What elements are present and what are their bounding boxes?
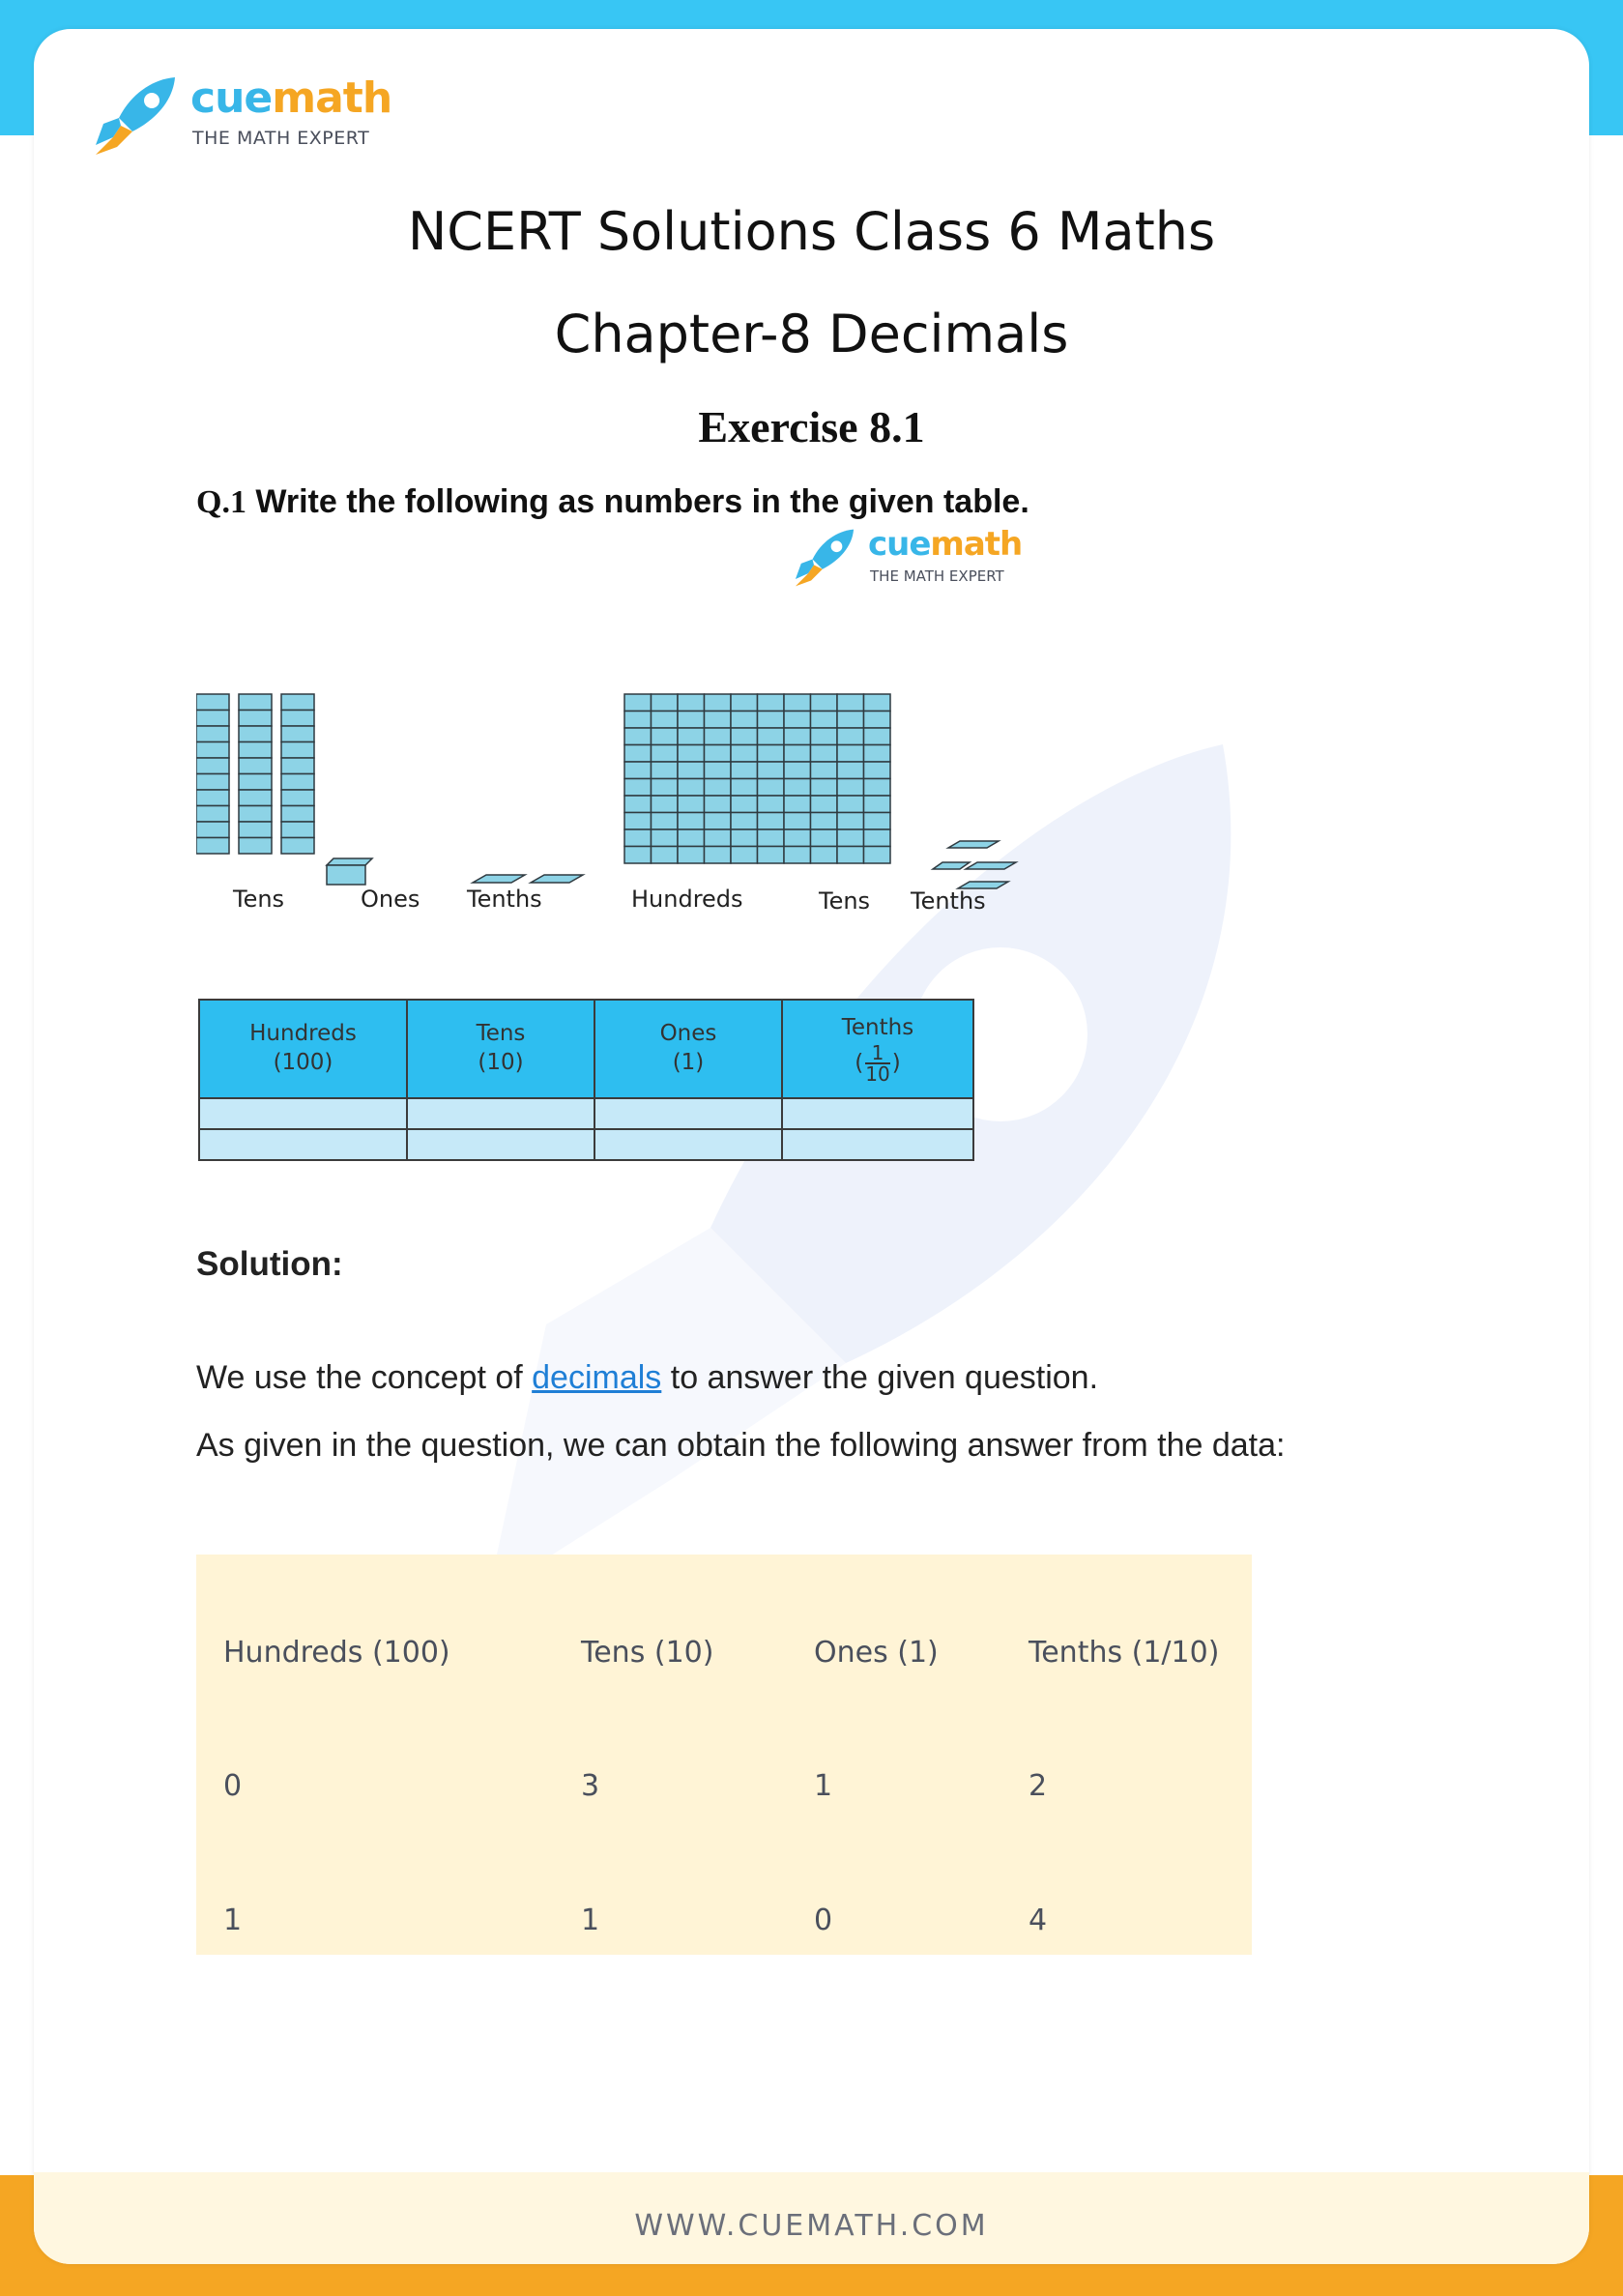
hundreds-flat-cell bbox=[864, 694, 891, 712]
empty-row-2 bbox=[199, 1129, 973, 1160]
hundreds-flat-cell bbox=[705, 694, 732, 712]
hundreds-flat-cell bbox=[864, 712, 891, 729]
hundreds-flat-cell bbox=[705, 712, 732, 729]
hundreds-flat-cell bbox=[837, 829, 864, 847]
tens-rod-cube bbox=[281, 694, 314, 711]
tenths-fraction-num: 1 bbox=[865, 1043, 889, 1064]
hundreds-flat-cell bbox=[705, 728, 732, 745]
tens-rod-cube bbox=[196, 790, 229, 806]
answer-cell: 1 bbox=[223, 1904, 243, 1937]
hundreds-flat-cell bbox=[784, 712, 811, 729]
tens-rod-cube bbox=[239, 694, 272, 711]
answer-cell: 1 bbox=[581, 1904, 600, 1937]
tens-rod-cube bbox=[239, 838, 272, 855]
empty-cell[interactable] bbox=[199, 1098, 407, 1129]
hundreds-flat-cell bbox=[784, 829, 811, 847]
header-ones-name: Ones bbox=[659, 1021, 717, 1047]
tens-rod-cube bbox=[239, 711, 272, 727]
page-title-line2: Chapter-8 Decimals bbox=[554, 304, 1069, 364]
answer-table bbox=[196, 1555, 1252, 1955]
tens-rod-cube bbox=[239, 790, 272, 806]
hundreds-flat-cell bbox=[864, 779, 891, 797]
logo-tagline: THE MATH EXPERT bbox=[192, 128, 370, 149]
answer-header-ones: Ones (1) bbox=[814, 1636, 939, 1670]
hundreds-flat-cell bbox=[837, 694, 864, 712]
hundreds-flat-cell bbox=[811, 728, 838, 745]
empty-cell[interactable] bbox=[407, 1098, 594, 1129]
answer-cell: 1 bbox=[814, 1769, 833, 1803]
header-tenths-close: ) bbox=[891, 1050, 901, 1076]
empty-row-1 bbox=[199, 1098, 973, 1129]
answer-cell: 0 bbox=[814, 1904, 833, 1937]
tens-rod-cube bbox=[239, 742, 272, 759]
tens-rod-cube bbox=[281, 758, 314, 774]
hundreds-flat-cell bbox=[864, 728, 891, 745]
hundreds-flat-cell bbox=[837, 745, 864, 763]
hundreds-flat-cell bbox=[784, 779, 811, 797]
hundreds-flat-cell bbox=[678, 728, 705, 745]
hundreds-flat-cell bbox=[731, 745, 758, 763]
hundreds-flat-cell bbox=[784, 847, 811, 864]
hundreds-flat-cell bbox=[731, 712, 758, 729]
tens-rod-cube bbox=[196, 758, 229, 774]
tens-rod-cube bbox=[281, 790, 314, 806]
empty-cell[interactable] bbox=[782, 1098, 973, 1129]
tens-rod-cube bbox=[281, 838, 314, 855]
hundreds-flat-cell bbox=[837, 847, 864, 864]
hundreds-flat-cell bbox=[758, 847, 785, 864]
hundreds-flat-cell bbox=[624, 694, 652, 712]
decimals-link[interactable]: decimals bbox=[532, 1359, 662, 1396]
hundreds-flat-cell bbox=[652, 779, 679, 797]
hundreds-flat-cell bbox=[758, 728, 785, 745]
hundreds-flat-cell bbox=[784, 796, 811, 813]
tens-rod-cube bbox=[281, 822, 314, 838]
ones-cube bbox=[327, 865, 365, 885]
hundreds-flat-cell bbox=[678, 796, 705, 813]
tens-rod-cube bbox=[196, 838, 229, 855]
hundreds-flat-cell bbox=[758, 712, 785, 729]
place-value-table bbox=[198, 999, 974, 1161]
block-label-hundreds: Hundreds bbox=[631, 886, 743, 913]
header-ones bbox=[594, 1000, 782, 1098]
hundreds-flat-cell bbox=[652, 712, 679, 729]
logo-wordmark-part1: cue bbox=[190, 73, 273, 123]
answer-header-tens: Tens (10) bbox=[581, 1636, 714, 1670]
hundreds-flat-cell bbox=[864, 829, 891, 847]
hundreds-flat-cell bbox=[624, 847, 652, 864]
cuemath-logo[interactable] bbox=[92, 75, 391, 153]
hundreds-flat-cell bbox=[731, 847, 758, 864]
figure-cuemath-logo bbox=[793, 527, 1034, 595]
hundreds-flat-cell bbox=[652, 745, 679, 763]
answer-cell: 4 bbox=[1029, 1904, 1048, 1937]
hundreds-flat-cell bbox=[837, 796, 864, 813]
solution-line-1-after: to answer the given question. bbox=[661, 1359, 1099, 1396]
hundreds-flat-cell bbox=[678, 762, 705, 779]
hundreds-flat-cell bbox=[784, 728, 811, 745]
hundreds-flat-cell bbox=[864, 762, 891, 779]
solution-line-1 bbox=[196, 1359, 1098, 1397]
hundreds-flat-cell bbox=[864, 813, 891, 830]
header-tenths-open: ( bbox=[855, 1050, 864, 1076]
hundreds-flat-cell bbox=[678, 847, 705, 864]
hundreds-flat-cell bbox=[624, 813, 652, 830]
place-value-header-row bbox=[199, 1000, 973, 1098]
hundreds-flat-cell bbox=[811, 847, 838, 864]
tenths-fraction-den: 10 bbox=[865, 1061, 890, 1086]
tens-rod-cube bbox=[196, 806, 229, 823]
hundreds-flat-cell bbox=[811, 779, 838, 797]
hundreds-flat-cell bbox=[811, 694, 838, 712]
exercise-title: Exercise 8.1 bbox=[698, 402, 925, 451]
block-label-tenths-2: Tenths bbox=[911, 887, 986, 915]
answer-row-1 bbox=[196, 1769, 1252, 1808]
header-tenths-name: Tenths bbox=[841, 1015, 914, 1041]
hundreds-flat-cell bbox=[811, 745, 838, 763]
hundreds-flat-cell bbox=[705, 745, 732, 763]
hundreds-flat-cell bbox=[652, 728, 679, 745]
tens-rod-cube bbox=[281, 726, 314, 742]
hundreds-flat-cell bbox=[731, 796, 758, 813]
hundreds-flat-cell bbox=[624, 779, 652, 797]
hundreds-flat-cell bbox=[731, 829, 758, 847]
hundreds-flat-cell bbox=[705, 796, 732, 813]
tens-rod-cube bbox=[196, 726, 229, 742]
hundreds-flat-cell bbox=[678, 779, 705, 797]
logo-wordmark-part2: math bbox=[272, 73, 392, 123]
hundreds-flat-cell bbox=[837, 813, 864, 830]
hundreds-flat-cell bbox=[864, 847, 891, 864]
question-statement: Write the following as numbers in the given table. bbox=[255, 483, 1029, 520]
tenths-flat bbox=[531, 875, 583, 883]
figure-logo-part1: cue bbox=[868, 525, 931, 564]
question-text bbox=[196, 483, 1029, 521]
empty-cell[interactable] bbox=[782, 1129, 973, 1160]
hundreds-flat-cell bbox=[758, 762, 785, 779]
tenths-flat bbox=[966, 862, 1016, 869]
tenths-flat bbox=[933, 862, 970, 869]
hundreds-flat-cell bbox=[624, 712, 652, 729]
hundreds-flat-cell bbox=[731, 762, 758, 779]
empty-cell[interactable] bbox=[594, 1129, 782, 1160]
answer-row-2 bbox=[196, 1904, 1252, 1942]
tens-rod-cube bbox=[239, 806, 272, 823]
tens-rod-cube bbox=[196, 711, 229, 727]
hundreds-flat-cell bbox=[811, 813, 838, 830]
page-footer bbox=[34, 2172, 1589, 2264]
tens-rod-cube bbox=[281, 711, 314, 727]
hundreds-flat-cell bbox=[678, 829, 705, 847]
hundreds-flat-cell bbox=[758, 779, 785, 797]
block-label-ones: Ones bbox=[361, 886, 420, 913]
hundreds-flat-cell bbox=[784, 745, 811, 763]
page-card bbox=[34, 29, 1589, 2264]
answer-cell: 3 bbox=[581, 1769, 600, 1803]
empty-cell[interactable] bbox=[199, 1129, 407, 1160]
hundreds-flat-cell bbox=[784, 694, 811, 712]
hundreds-flat-cell bbox=[864, 745, 891, 763]
empty-cell[interactable] bbox=[594, 1098, 782, 1129]
ones-cube-top bbox=[327, 858, 372, 865]
hundreds-flat-cell bbox=[837, 779, 864, 797]
tenths-flat bbox=[473, 875, 525, 883]
tenths-fraction bbox=[865, 1040, 890, 1086]
answer-header-hundreds: Hundreds (100) bbox=[223, 1636, 450, 1670]
tens-rod-cube bbox=[196, 774, 229, 791]
tens-rod-cube bbox=[196, 694, 229, 711]
answer-cell: 2 bbox=[1029, 1769, 1048, 1803]
hundreds-flat-cell bbox=[811, 829, 838, 847]
hundreds-flat-cell bbox=[624, 829, 652, 847]
hundreds-flat-cell bbox=[811, 796, 838, 813]
tens-rod-cube bbox=[196, 822, 229, 838]
tens-rod-cube bbox=[239, 822, 272, 838]
hundreds-flat-cell bbox=[678, 712, 705, 729]
hundreds-flat-cell bbox=[705, 813, 732, 830]
hundreds-flat-cell bbox=[731, 728, 758, 745]
hundreds-flat-cell bbox=[624, 796, 652, 813]
logo-wordmark bbox=[190, 73, 391, 123]
hundreds-flat-cell bbox=[758, 813, 785, 830]
hundreds-flat-cell bbox=[758, 745, 785, 763]
hundreds-flat-cell bbox=[652, 847, 679, 864]
tens-rod-cube bbox=[239, 726, 272, 742]
hundreds-flat-cell bbox=[758, 829, 785, 847]
empty-cell[interactable] bbox=[407, 1129, 594, 1160]
hundreds-flat-cell bbox=[678, 694, 705, 712]
hundreds-flat-cell bbox=[837, 762, 864, 779]
answer-cell: 0 bbox=[223, 1769, 243, 1803]
tens-rod-cube bbox=[281, 742, 314, 759]
header-hundreds-value: (100) bbox=[273, 1050, 333, 1075]
rocket-logo-icon bbox=[92, 75, 179, 157]
hundreds-flat-cell bbox=[731, 813, 758, 830]
hundreds-flat-cell bbox=[678, 745, 705, 763]
tens-rod-cube bbox=[281, 806, 314, 823]
answer-header-tenths: Tenths (1/10) bbox=[1029, 1636, 1220, 1670]
hundreds-flat-cell bbox=[705, 779, 732, 797]
figure-logo-tagline: THE MATH EXPERT bbox=[870, 567, 1004, 585]
header-tens-value: (10) bbox=[478, 1050, 524, 1075]
solution-line-2: As given in the question, we can obtain the following answer from the data: bbox=[196, 1427, 1286, 1464]
hundreds-flat-cell bbox=[652, 813, 679, 830]
block-label-tens: Tens bbox=[233, 886, 285, 913]
hundreds-flat-cell bbox=[784, 762, 811, 779]
hundreds-flat-cell bbox=[837, 712, 864, 729]
hundreds-flat-cell bbox=[731, 779, 758, 797]
hundreds-flat-cell bbox=[731, 694, 758, 712]
hundreds-flat-cell bbox=[652, 694, 679, 712]
hundreds-flat-cell bbox=[811, 712, 838, 729]
tens-rod-cube bbox=[281, 774, 314, 791]
hundreds-flat-cell bbox=[784, 813, 811, 830]
hundreds-flat-cell bbox=[758, 796, 785, 813]
hundreds-flat-cell bbox=[758, 694, 785, 712]
tens-rod-cube bbox=[239, 774, 272, 791]
hundreds-flat-cell bbox=[837, 728, 864, 745]
hundreds-flat-cell bbox=[624, 745, 652, 763]
figure-logo-wordmark bbox=[868, 525, 1022, 564]
footer-url[interactable]: WWW.CUEMATH.COM bbox=[634, 2209, 989, 2243]
tens-rod-cube bbox=[239, 758, 272, 774]
tens-rod-cube bbox=[196, 742, 229, 759]
hundreds-flat-cell bbox=[624, 728, 652, 745]
hundreds-flat-cell bbox=[652, 796, 679, 813]
base-ten-blocks-figure bbox=[196, 686, 1066, 957]
page-title-line1: NCERT Solutions Class 6 Maths bbox=[407, 201, 1216, 262]
hundreds-flat-cell bbox=[678, 813, 705, 830]
hundreds-flat-cell bbox=[624, 762, 652, 779]
header-tenths bbox=[782, 1000, 973, 1098]
solution-heading: Solution: bbox=[196, 1245, 343, 1283]
figure-rocket-icon bbox=[793, 527, 856, 589]
answer-header-row bbox=[196, 1636, 1252, 1674]
hundreds-flat-cell bbox=[811, 762, 838, 779]
hundreds-flat-cell bbox=[705, 847, 732, 864]
figure-logo-part2: math bbox=[930, 525, 1023, 564]
header-ones-value: (1) bbox=[672, 1050, 705, 1075]
header-hundreds bbox=[199, 1000, 407, 1098]
header-tens-name: Tens bbox=[476, 1021, 526, 1047]
header-hundreds-name: Hundreds bbox=[249, 1021, 357, 1047]
header-tens bbox=[407, 1000, 594, 1098]
question-number: Q.1 bbox=[196, 484, 246, 520]
block-label-tens-2: Tens bbox=[819, 887, 871, 915]
hundreds-flat-cell bbox=[705, 829, 732, 847]
hundreds-flat-cell bbox=[652, 762, 679, 779]
hundreds-flat-cell bbox=[705, 762, 732, 779]
hundreds-flat-cell bbox=[864, 796, 891, 813]
tenths-flat bbox=[948, 841, 999, 848]
hundreds-flat-cell bbox=[652, 829, 679, 847]
block-label-tenths: Tenths bbox=[467, 886, 542, 913]
solution-line-1-before: We use the concept of bbox=[196, 1359, 533, 1396]
